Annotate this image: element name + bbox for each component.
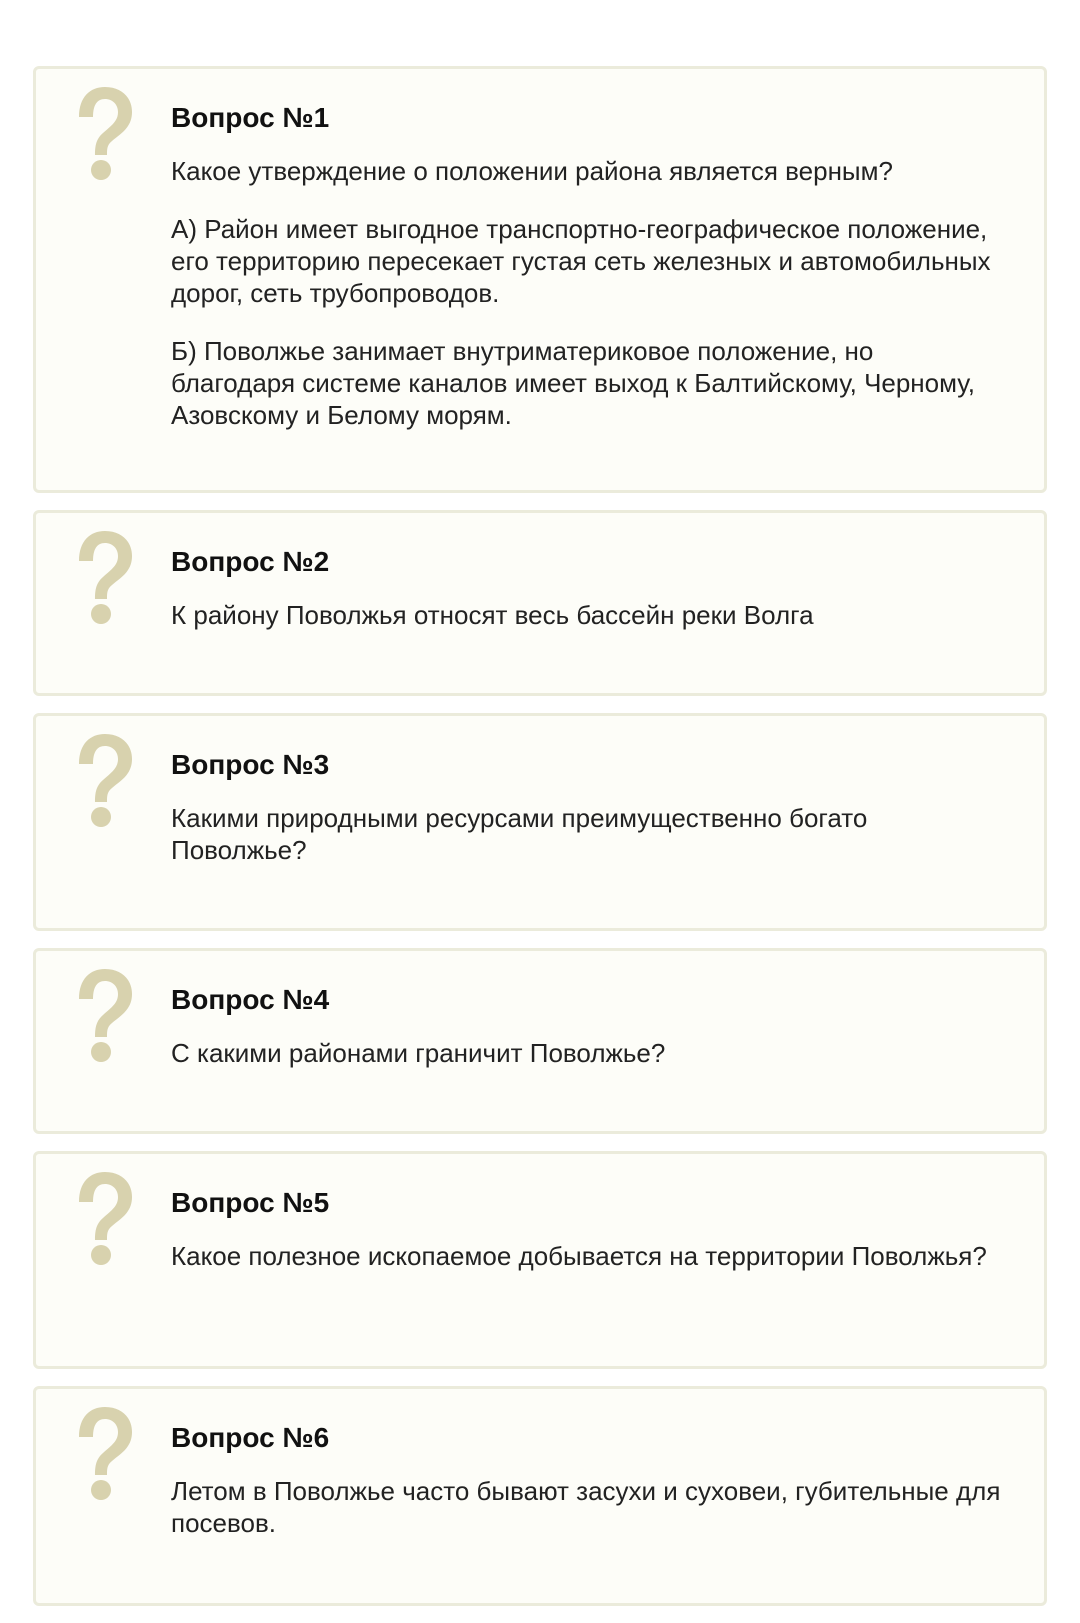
question-mark-icon <box>72 730 136 830</box>
answer-option-a: А) Район имеет выгодное транспортно-географическое положение, его территорию пересекает густая сеть железных и автомобильных дорог, сеть трубопроводов. <box>171 214 991 308</box>
question-mark-icon <box>72 1168 136 1268</box>
question-mark-icon <box>72 965 136 1065</box>
question-card-4 <box>33 948 1047 1134</box>
question-card-2 <box>33 510 1047 696</box>
question-mark-icon <box>72 1403 136 1503</box>
question-title: Вопрос №3 <box>171 749 330 780</box>
question-text: Какое утверждение о положении района является верным? <box>171 156 893 186</box>
question-title: Вопрос №4 <box>171 984 330 1015</box>
question-text: Какое полезное ископаемое добывается на территории Поволжья? <box>171 1241 987 1271</box>
question-title: Вопрос №2 <box>171 546 330 577</box>
question-list <box>33 66 1047 1623</box>
question-title: Вопрос №1 <box>171 102 330 133</box>
question-card-5 <box>33 1151 1047 1369</box>
question-card-3 <box>33 713 1047 931</box>
question-text: Летом в Поволжье часто бывают засухи и суховеи, губительные для посевов. <box>171 1476 1001 1538</box>
question-text: С какими районами граничит Поволжье? <box>171 1038 666 1068</box>
question-card-6 <box>33 1386 1047 1606</box>
question-text: Какими природными ресурсами преимущественно богато Поволжье? <box>171 803 868 865</box>
answer-option-b: Б) Поволжье занимает внутриматериковое положение, но благодаря системе каналов имеет выход к Балтийскому, Черному, Азовскому и Белому морям. <box>171 336 975 430</box>
question-mark-icon <box>72 83 136 183</box>
question-card-1 <box>33 66 1047 493</box>
question-mark-icon <box>72 527 136 627</box>
question-text: К району Поволжья относят весь бассейн реки Волга <box>171 600 814 630</box>
question-title: Вопрос №6 <box>171 1422 330 1453</box>
question-title: Вопрос №5 <box>171 1187 330 1218</box>
